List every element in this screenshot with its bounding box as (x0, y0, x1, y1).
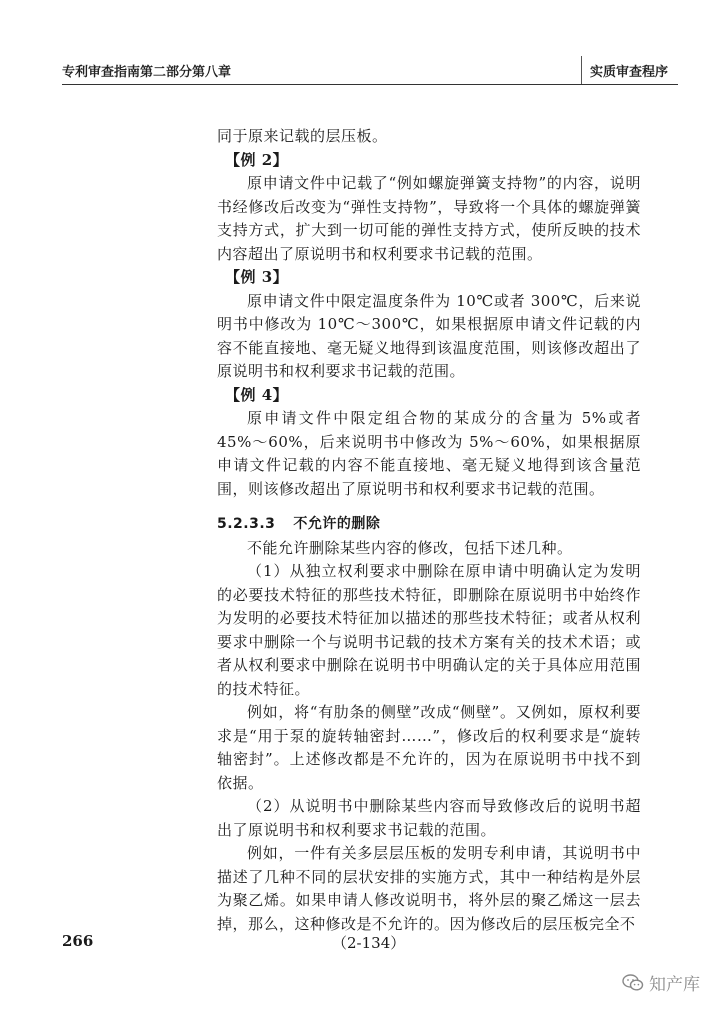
wechat-icon (622, 974, 644, 992)
page-number: 266 (62, 932, 94, 950)
paragraph: （2）从说明书中删除某些内容而导致修改后的说明书超出了原说明书和权利要求书记载的范围。 (217, 797, 641, 839)
example-3-label: 【例 3】 (225, 268, 289, 286)
section-heading (217, 513, 641, 537)
header-chapter-title: 专利审查指南第二部分第八章 (62, 65, 232, 80)
watermark (622, 970, 700, 995)
page-code: （2-134） (332, 934, 406, 952)
example-4-text: 原申请文件中限定组合物的某成分的含量为 5%或者 45%～60%，后来说明书中修改为 5%～60%，如果根据原申请文件记载的内容不能直接地、毫无疑义地得到该含量范围，则该修改超出了原说明书和权利要求书记载的范围。 (217, 409, 641, 498)
section-title: 不允许的删除 (293, 516, 381, 532)
paragraph: 例如，一件有关多层层压板的发明专利申请，其说明书中描述了几种不同的层状安排的实施方式，其中一种结构是外层为聚乙烯。如果申请人修改说明书，将外层的聚乙烯这一层去掉，那么，这种修改是不允许的。因为修改后的层压板完全不 (217, 844, 641, 933)
example-2-text: 原申请文件中记载了“例如螺旋弹簧支持物”的内容，说明书经修改后改变为“弹性支持物”，导致将一个具体的螺旋弹簧支持方式，扩大到一切可能的弹性支持方式，使所反映的技术内容超出了原说明书和权利要求书记载的范围。 (217, 174, 641, 263)
watermark-text: 知产库 (649, 975, 700, 995)
example-2-label: 【例 2】 (225, 150, 289, 169)
paragraph: 不能允许删除某些内容的修改，包括下述几种。 (247, 538, 573, 557)
section-number: 5.2.3.3 (217, 516, 276, 532)
page-body (217, 125, 641, 936)
example-3-text: 原申请文件中限定温度条件为 10℃或者 300℃，后来说明书中修改为 10℃～300℃，如果根据原申请文件记载的内容不能直接地、毫无疑义地得到该温度范围，则该修改超出了原说明书和权利要求书记载的范围。 (217, 291, 641, 380)
paragraph: （1）从独立权利要求中删除在原申请中明确认定为发明的必要技术特征的那些技术特征，即删除在原说明书中始终作为发明的必要技术特征加以描述的那些技术特征；或者从权利要求中删除一个与说明书记载的技术方案有关的技术术语；或者从权利要求中删除在说明书中明确认定的关于具体应用范围的技术特征。 (217, 562, 641, 698)
page-header (62, 56, 678, 85)
paragraph: 例如，将“有肋条的侧壁”改成“侧壁”。又例如，原权利要求是“用于泵的旋转轴密封……”，修改后的权利要求是“旋转轴密封”。上述修改都是不允许的，因为在原说明书中找不到依据。 (217, 703, 641, 792)
header-divider (581, 56, 582, 84)
example-4-label: 【例 4】 (225, 385, 289, 404)
header-section-title: 实质审查程序 (589, 65, 668, 80)
paragraph: 同于原来记载的层压板。 (217, 127, 388, 145)
